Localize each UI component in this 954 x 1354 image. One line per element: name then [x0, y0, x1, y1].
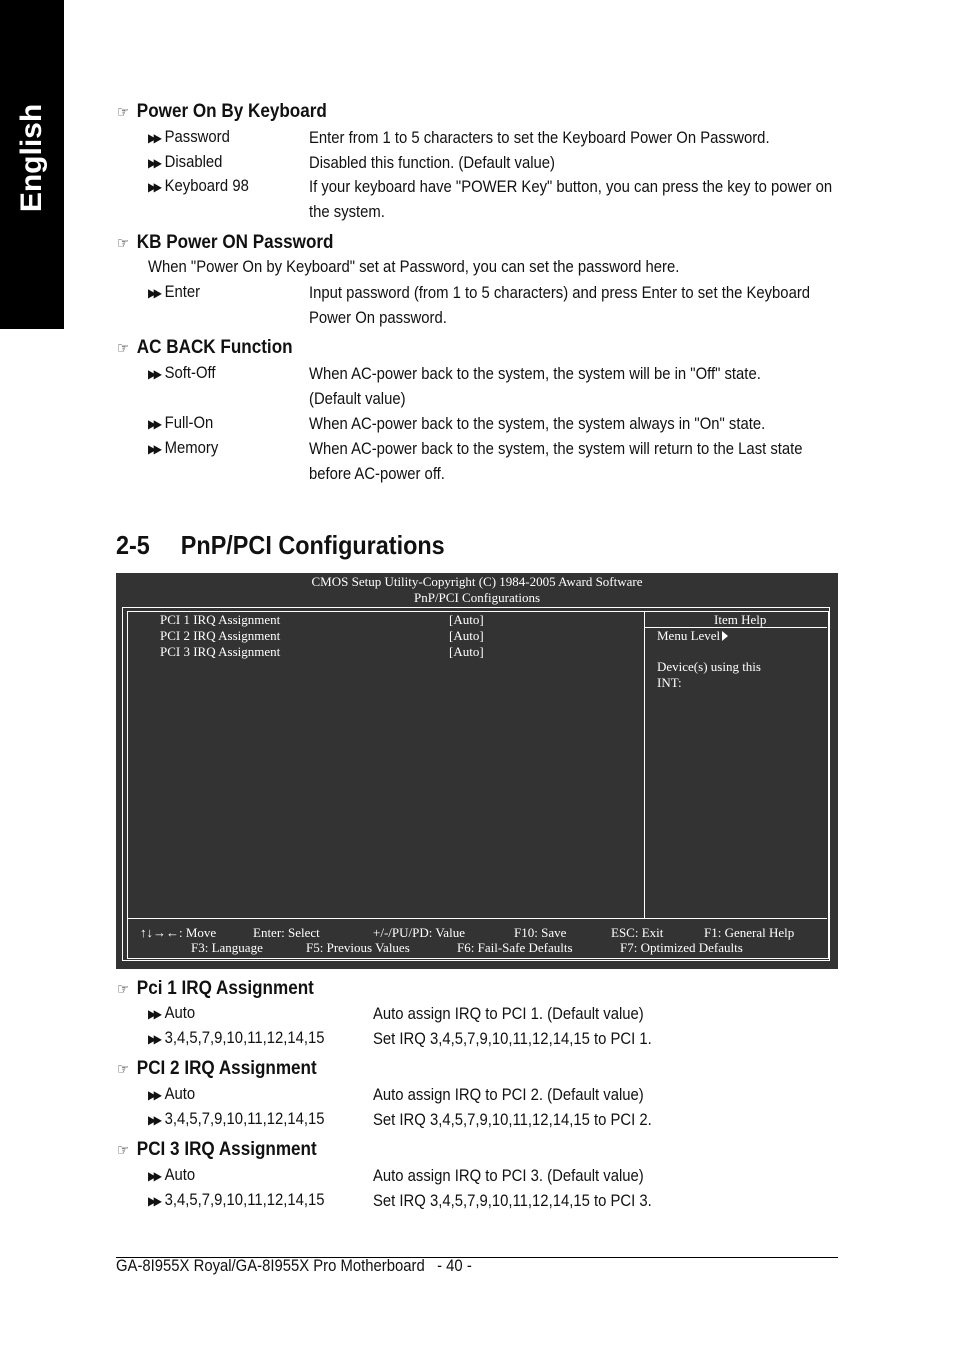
- option-enter-desc-2: Power On password.: [309, 309, 447, 327]
- option-keyboard98: ▶▶ Keyboard 98: [148, 177, 249, 195]
- bios-item-value[interactable]: [Auto]: [449, 644, 484, 659]
- section-number: 2-5: [116, 530, 150, 560]
- double-arrow-icon: ▶▶: [148, 1169, 160, 1183]
- pci1-irq-heading: ☞ Pci 1 IRQ Assignment: [117, 978, 314, 999]
- bios-help-title: Item Help: [714, 612, 767, 627]
- pci1-option-irq-list-desc: Set IRQ 3,4,5,7,9,10,11,12,14,15 to PCI 1.: [373, 1030, 652, 1048]
- bios-key-move: ↑↓→←: Move: [140, 925, 217, 940]
- footer-model: GA-8I955X Royal/GA-8I955X Pro Motherboard: [116, 1257, 425, 1275]
- pci2-option-auto: ▶▶ Auto: [148, 1085, 196, 1103]
- pci2-option-irq-list: ▶▶ 3,4,5,7,9,10,11,12,14,15: [148, 1110, 325, 1128]
- bios-help-menu-level: Menu Level: [657, 628, 728, 644]
- bios-key-save: F10: Save: [514, 925, 567, 940]
- option-full-on: ▶▶ Full-On: [148, 414, 214, 432]
- bios-screen: [116, 573, 838, 969]
- pci3-option-irq-list-desc: Set IRQ 3,4,5,7,9,10,11,12,14,15 to PCI 3.: [373, 1192, 652, 1210]
- double-arrow-icon: ▶▶: [148, 417, 160, 431]
- bios-key-enter: Enter: Select: [253, 925, 320, 940]
- pointing-hand-icon: ☞: [117, 235, 130, 252]
- option-enter-desc-1: Input password (from 1 to 5 characters) and press Enter to set the Keyboard: [309, 284, 811, 302]
- pointing-hand-icon: ☞: [117, 340, 130, 357]
- double-arrow-icon: ▶▶: [148, 156, 160, 170]
- option-password: ▶▶ Password: [148, 128, 230, 146]
- bios-header-copyright: CMOS Setup Utility-Copyright (C) 1984-2005 Award Software: [311, 574, 643, 589]
- bios-footer-rule: [128, 918, 827, 919]
- pci3-option-auto: ▶▶ Auto: [148, 1166, 196, 1184]
- kb-power-password-intro: When "Power On by Keyboard" set at Password, you can set the password here.: [148, 258, 680, 276]
- pointing-hand-icon: ☞: [117, 1061, 130, 1078]
- bios-item-label[interactable]: PCI 1 IRQ Assignment: [160, 612, 281, 627]
- bios-item-value[interactable]: [Auto]: [449, 628, 484, 643]
- double-arrow-icon: ▶▶: [148, 1113, 160, 1127]
- option-keyboard98-desc-1: If your keyboard have "POWER Key" button, you can press the key to power on: [309, 178, 833, 196]
- bios-help-line-2: INT:: [657, 675, 682, 690]
- language-tab-label: English: [15, 103, 48, 213]
- option-soft-off-desc-1: When AC-power back to the system, the system will be in "Off" state.: [309, 365, 761, 383]
- double-arrow-icon: ▶▶: [148, 1007, 160, 1021]
- kb-power-password-heading: ☞ KB Power ON Password: [117, 232, 334, 253]
- bios-item-label[interactable]: PCI 2 IRQ Assignment: [160, 628, 281, 643]
- option-memory: ▶▶ Memory: [148, 439, 219, 457]
- double-arrow-icon: ▶▶: [148, 367, 160, 381]
- double-arrow-icon: ▶▶: [148, 1032, 160, 1046]
- language-tab: [0, 0, 64, 329]
- power-on-keyboard-heading: ☞ Power On By Keyboard: [117, 101, 327, 122]
- bios-item-value[interactable]: [Auto]: [449, 612, 484, 627]
- bios-item-label[interactable]: PCI 3 IRQ Assignment: [160, 644, 281, 659]
- double-arrow-icon: ▶▶: [148, 286, 160, 300]
- page-footer: [116, 1257, 472, 1276]
- option-soft-off: ▶▶ Soft-Off: [148, 364, 216, 382]
- bios-help-line-1: Device(s) using this: [657, 659, 761, 674]
- footer-page-number: - 40 -: [437, 1257, 472, 1275]
- bios-help-divider: [644, 612, 645, 918]
- pointing-hand-icon: ☞: [117, 1142, 130, 1159]
- section-heading: [116, 530, 445, 561]
- bios-key-value: +/-/PU/PD: Value: [373, 925, 465, 940]
- option-memory-desc-2: before AC-power off.: [309, 465, 445, 483]
- option-soft-off-desc-2: (Default value): [309, 390, 406, 408]
- pci3-option-auto-desc: Auto assign IRQ to PCI 3. (Default value): [373, 1167, 644, 1185]
- double-arrow-icon: ▶▶: [148, 131, 160, 145]
- pci2-option-irq-list-desc: Set IRQ 3,4,5,7,9,10,11,12,14,15 to PCI 2.: [373, 1111, 652, 1129]
- ac-back-heading: ☞ AC BACK Function: [117, 337, 293, 358]
- option-disabled: ▶▶ Disabled: [148, 153, 223, 171]
- pci3-option-irq-list: ▶▶ 3,4,5,7,9,10,11,12,14,15: [148, 1191, 325, 1209]
- pointing-hand-icon: ☞: [117, 104, 130, 121]
- option-full-on-desc: When AC-power back to the system, the system always in "On" state.: [309, 415, 766, 433]
- bios-key-previous: F5: Previous Values: [306, 940, 410, 955]
- bios-key-language: F3: Language: [191, 940, 263, 955]
- bios-key-help: F1: General Help: [704, 925, 795, 940]
- double-arrow-icon: ▶▶: [148, 442, 160, 456]
- bios-key-exit: ESC: Exit: [611, 925, 664, 940]
- option-keyboard98-desc-2: the system.: [309, 203, 385, 221]
- pci3-irq-heading: ☞ PCI 3 IRQ Assignment: [117, 1139, 317, 1160]
- pci1-option-irq-list: ▶▶ 3,4,5,7,9,10,11,12,14,15: [148, 1029, 325, 1047]
- pci2-option-auto-desc: Auto assign IRQ to PCI 2. (Default value): [373, 1086, 644, 1104]
- menu-level-arrow-icon: [722, 631, 728, 641]
- option-memory-desc-1: When AC-power back to the system, the system will return to the Last state: [309, 440, 803, 458]
- pci1-option-auto: ▶▶ Auto: [148, 1004, 196, 1022]
- pci2-irq-heading: ☞ PCI 2 IRQ Assignment: [117, 1058, 317, 1079]
- bios-key-optimized: F7: Optimized Defaults: [620, 940, 743, 955]
- double-arrow-icon: ▶▶: [148, 180, 160, 194]
- option-enter: ▶▶ Enter: [148, 283, 201, 301]
- double-arrow-icon: ▶▶: [148, 1194, 160, 1208]
- section-title-text: PnP/PCI Configurations: [180, 530, 445, 560]
- double-arrow-icon: ▶▶: [148, 1088, 160, 1102]
- bios-key-failsafe: F6: Fail-Safe Defaults: [457, 940, 573, 955]
- pointing-hand-icon: ☞: [117, 981, 130, 998]
- option-disabled-desc: Disabled this function. (Default value): [309, 154, 555, 172]
- option-password-desc: Enter from 1 to 5 characters to set the Keyboard Power On Password.: [309, 129, 770, 147]
- bios-header-page: PnP/PCI Configurations: [413, 590, 541, 605]
- pci1-option-auto-desc: Auto assign IRQ to PCI 1. (Default value): [373, 1005, 644, 1023]
